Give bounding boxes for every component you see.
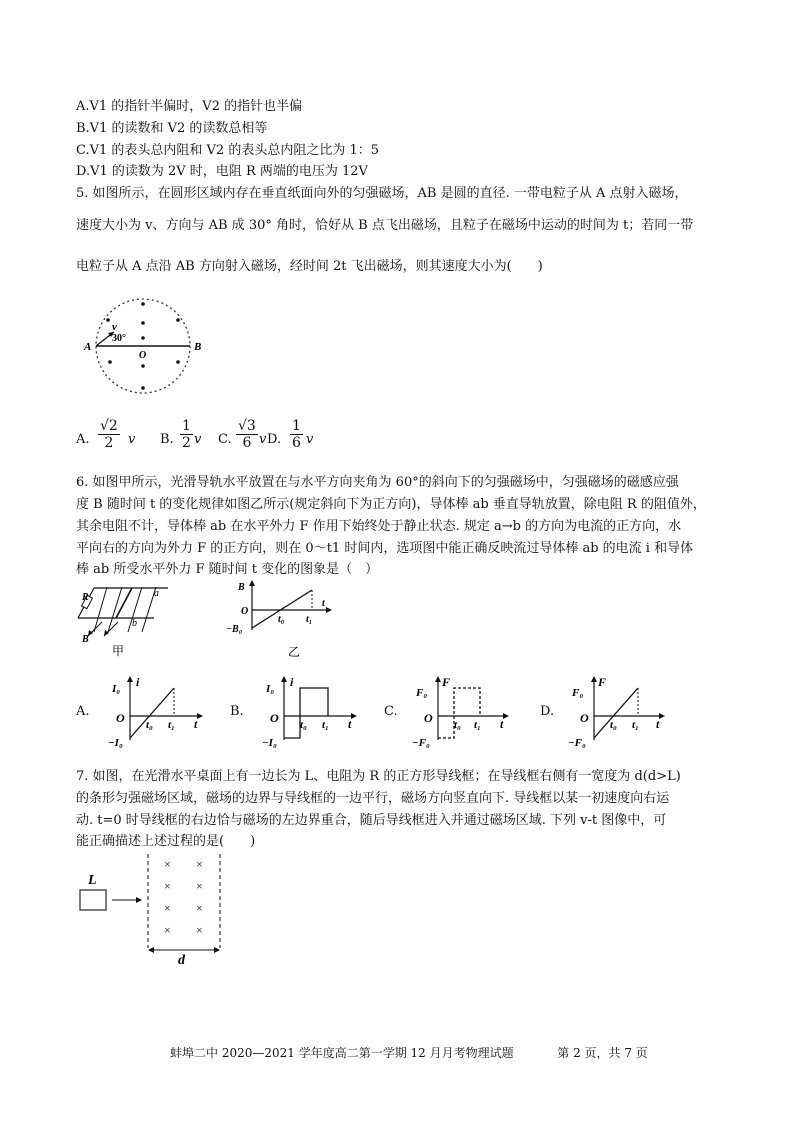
q7-cross-6: × (196, 901, 203, 915)
q5-text-line2b: 角时，恰好从 B 点飞出磁场，且粒子在磁场中运动的时间为 t；若同一带 (276, 218, 694, 233)
q5-option-b-letter: B. (160, 432, 174, 447)
q6-yi-label-t1: t₁ (306, 614, 313, 625)
q6-jia-label-b: b (132, 618, 137, 629)
q5-option-d-den: 6 (292, 435, 301, 451)
q6-b-t1: t₁ (322, 719, 329, 731)
q5-text-line3: 电粒子从 A 点沿 AB 方向射入磁场，经时间 2t 飞出磁场，则其速度大小为( ) (76, 259, 543, 274)
q6-d-top: F₀ (572, 687, 584, 699)
q5-option-b-den: 2 (182, 435, 191, 451)
q6-c-bottom: −F₀ (412, 737, 430, 749)
q6-option-b-graph (262, 672, 362, 750)
q6-c-t: t (500, 717, 504, 731)
q5-option-a-fraction (98, 418, 120, 451)
q4-option-c: C.V1 的表头总内阻和 V2 的表头总内阻之比为 1：5 (76, 143, 380, 158)
q5-label-b: B (194, 341, 202, 353)
q6-c-t1: t₁ (474, 719, 481, 731)
q5-label-o: O (139, 350, 147, 361)
q5-option-c-fraction (236, 418, 258, 451)
q6-c-t0: t₀ (454, 719, 461, 731)
q6-b-o: O (270, 711, 279, 725)
q4-option-d: D.V1 的读数为 2V 时，电阻 R 两端的电压为 12V (76, 164, 368, 179)
q6-yi-label-t: t (322, 598, 325, 609)
q6-b-t0: t₀ (300, 719, 307, 731)
q7-label-l: L (88, 873, 97, 888)
q5-option-d-num: 1 (292, 418, 301, 434)
q6-c-var: F (442, 675, 451, 689)
q5-label-a: A (84, 341, 92, 353)
page-footer (170, 1044, 648, 1061)
q6-option-b-letter: B. (230, 704, 244, 719)
q5-angle: 30° (248, 218, 272, 233)
footer-page-number: 第 2 页，共 7 页 (557, 1046, 648, 1060)
q5-option-c-letter: C. (218, 432, 232, 447)
q4-option-b: B.V1 的读数和 V2 的读数总相等 (76, 121, 268, 136)
q5-option-d-var: v (306, 432, 314, 447)
q5-text-line2a: 速度大小为 v、方向与 AB 成 (76, 218, 245, 233)
q6-jia-caption: 甲 (112, 644, 125, 658)
q7-label-d: d (178, 953, 185, 968)
q6-jia-label-a: a (154, 588, 159, 599)
q6-option-a-letter: A. (76, 704, 90, 719)
q5-text-line1: 5. 如图所示，在圆形区域内存在垂直纸面向外的匀强磁场，AB 是圆的直径. 一带电粒子从 A 点射入磁场， (76, 186, 688, 201)
q6-a-t0: t₀ (146, 719, 153, 731)
q6-d-bottom: −F₀ (568, 737, 586, 749)
q6-option-d-letter: D. (540, 704, 555, 719)
q6-d-t: t (656, 717, 660, 731)
q7-figure (74, 852, 244, 968)
q5-circle-figure (70, 290, 220, 410)
q5-text-line2 (76, 217, 693, 235)
q6-text-line5: 棒 ab 所受水平外力 F 随时间 t 变化的图象是（ ） (76, 562, 379, 577)
q6-figure-jia (72, 582, 182, 658)
q6-option-d-graph (570, 672, 670, 750)
q6-yi-caption: 乙 (288, 645, 301, 659)
q5-option-c-num: √3 (238, 418, 256, 434)
q5-option-c-den: 6 (242, 435, 252, 451)
q6-a-top: I₀ (112, 683, 121, 695)
q5-option-a-den: 2 (104, 435, 114, 451)
q6-text-line4: 平向右的方向为外力 F 的正方向，则在 0～t1 时间内，选项图中能正确反映流过导体棒 ab 的电流 i 和导体 (76, 541, 694, 556)
q6-c-o: O (424, 711, 433, 725)
q5-option-b-fraction (180, 418, 193, 451)
q6-a-o: O (116, 711, 125, 725)
q6-yi-label-t0: t₀ (278, 614, 285, 625)
q5-option-d-fraction (290, 418, 303, 451)
q6-b-top: I₀ (266, 683, 275, 695)
q7-cross-1: × (164, 857, 171, 871)
q6-option-a-graph (108, 672, 208, 750)
q6-a-t: t (194, 717, 198, 731)
q7-text-line4: 能正确描述上述过程的是( ) (76, 834, 256, 849)
q6-d-o: O (580, 711, 589, 725)
q6-a-var: i (136, 675, 140, 689)
q5-option-a-var: v (128, 432, 136, 447)
q5-label-v: v (112, 321, 117, 333)
q6-jia-label-r: R (82, 592, 89, 603)
q6-text-line3: 其余电阻不计，导体棒 ab 在水平外力 F 作用下始终处于静止状态. 规定 a→b 的方向为电流的正方向，水 (76, 519, 682, 534)
q7-text-line2: 的条形匀强磁场区域，磁场的边界与导线框的一边平行，磁场方向竖直向下. 导线框以某一初速度向右运 (76, 791, 670, 806)
q5-option-a-letter: A. (76, 432, 90, 447)
q6-yi-label-negb0: −B₀ (226, 624, 243, 635)
q6-b-t: t (348, 717, 352, 731)
q7-cross-8: × (196, 923, 203, 937)
footer-exam-title: 蚌埠二中 2020—2021 学年度高二第一学期 12 月月考物理试题 (170, 1046, 514, 1060)
q7-text-line3: 动. t=0 时导线框的右边恰与磁场的左边界重合，随后导线框进入并通过磁场区域. 下列 v-t 图像中，可 (76, 813, 667, 828)
q6-d-t0: t₀ (610, 719, 617, 731)
q6-text-line1: 6. 如图甲所示，光滑导轨水平放置在与水平方向夹角为 60°的斜向下的匀强磁场中，匀强磁场的磁感应强 (76, 475, 679, 490)
q6-yi-label-b: B (238, 582, 245, 593)
q5-option-d-letter: D. (267, 432, 282, 447)
q5-label-angle: 30° (112, 333, 126, 344)
q7-cross-3: × (164, 879, 171, 893)
q6-c-top: F₀ (416, 687, 428, 699)
q5-option-c-var: v (259, 432, 267, 447)
q6-option-c-graph (414, 672, 514, 750)
q6-b-bottom: −I₀ (262, 737, 277, 749)
q6-d-var: F (598, 675, 607, 689)
q5-option-b-var: v (194, 432, 202, 447)
q6-jia-label-bfield: B (82, 634, 89, 645)
q7-text-line1: 7. 如图，在光滑水平桌面上有一边长为 L、电阻为 R 的正方形导线框；在导线框右侧有一宽度为 d(d>L) (76, 769, 681, 784)
q5-option-b-num: 1 (182, 418, 191, 434)
q7-cross-5: × (164, 901, 171, 915)
q6-text-line2: 度 B 随时间 t 的变化规律如图乙所示(规定斜向下为正方向)，导体棒 ab 垂直导轨放置，除电阻 R 的阻值外， (76, 497, 706, 512)
q6-b-var: i (290, 675, 294, 689)
q5-option-a-num: √2 (100, 418, 118, 434)
q4-option-a: A.V1 的指针半偏时，V2 的指针也半偏 (76, 99, 303, 114)
q6-d-t1: t₁ (632, 719, 639, 731)
q6-a-bottom: −I₀ (108, 737, 123, 749)
q6-yi-label-o: O (241, 606, 249, 617)
q7-cross-4: × (196, 879, 203, 893)
q7-cross-2: × (196, 857, 203, 871)
q6-option-c-letter: C. (384, 704, 398, 719)
q6-figure-yi (222, 578, 342, 660)
q7-cross-7: × (164, 923, 171, 937)
q6-a-t1: t₁ (168, 719, 175, 731)
